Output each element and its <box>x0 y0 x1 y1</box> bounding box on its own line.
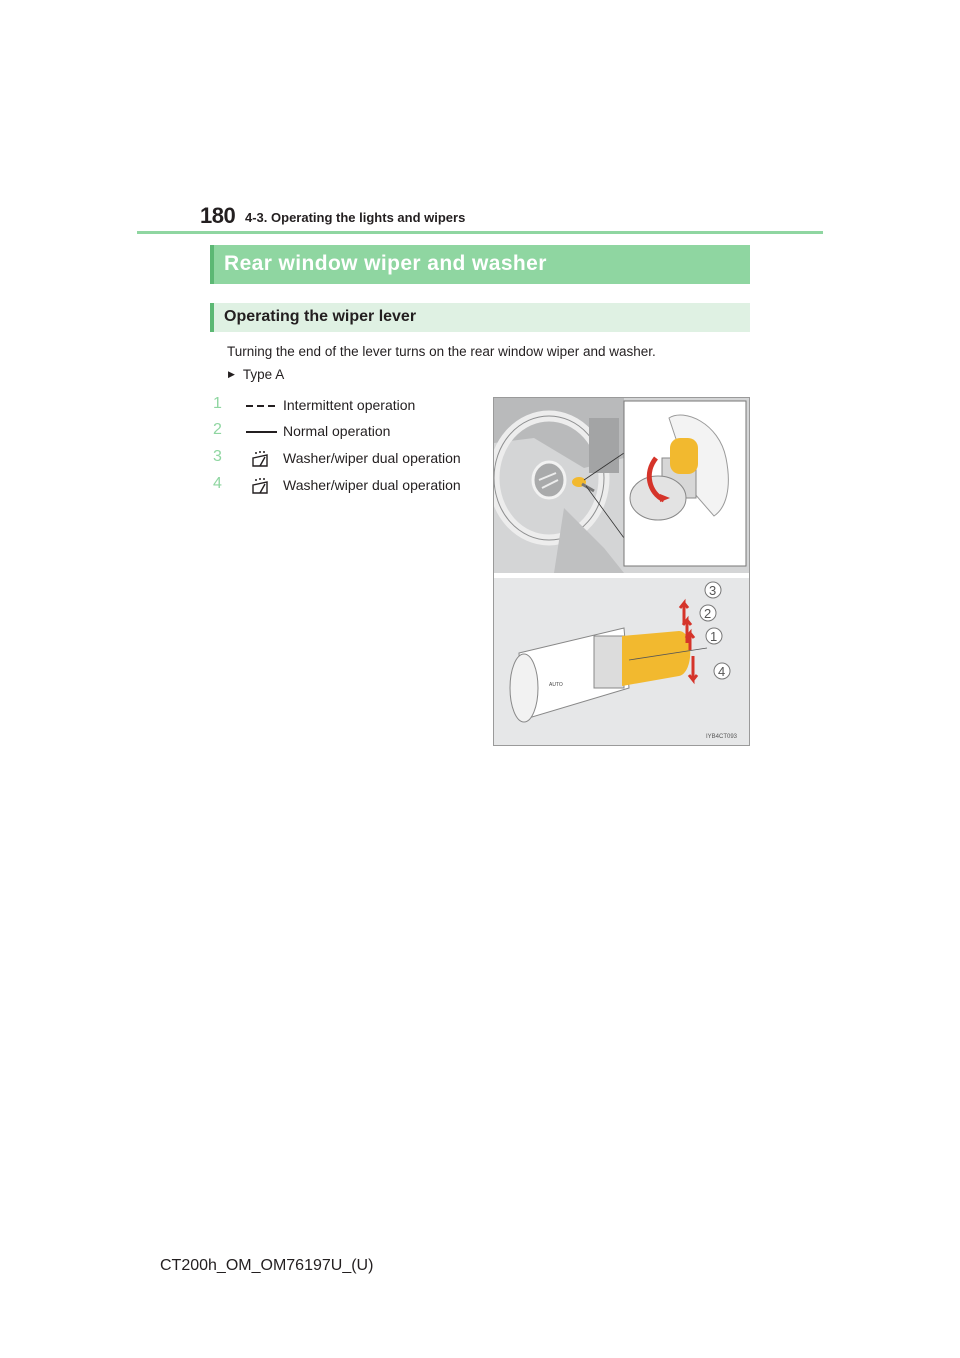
subtitle-bar <box>210 303 750 332</box>
dashed-line-icon <box>245 397 285 415</box>
callout-1: 1 <box>710 629 718 644</box>
item-number: 2 <box>213 421 222 438</box>
subtitle: Operating the wiper lever <box>224 308 417 325</box>
item-number: 4 <box>213 475 222 492</box>
page-number: 180 <box>200 203 236 228</box>
item-label: Washer/wiper dual operation <box>283 477 461 493</box>
item-number: 3 <box>213 448 222 465</box>
wiper-lever-figure <box>493 397 750 746</box>
list-item <box>213 395 493 419</box>
list-item <box>213 448 493 472</box>
wiper-lever-illustration <box>494 398 749 745</box>
title-bar <box>210 245 750 284</box>
callout-3: 3 <box>709 583 717 598</box>
item-label: Washer/wiper dual operation <box>283 450 461 466</box>
footer-code: CT200h_OM_OM76197U_(U) <box>160 1257 374 1274</box>
list-item <box>213 475 493 499</box>
washer-wiper-icon <box>245 477 285 495</box>
header-rule <box>137 231 823 234</box>
item-label: Intermittent operation <box>283 397 416 413</box>
callout-2: 2 <box>704 606 712 621</box>
washer-wiper-icon <box>245 450 285 468</box>
triangle-arrow-icon: ▶ <box>228 369 235 379</box>
page-title: Rear window wiper and washer <box>224 252 547 275</box>
item-label: Normal operation <box>283 423 391 439</box>
solid-line-icon <box>245 423 285 441</box>
type-label <box>228 367 284 382</box>
figure-code: IYB4CT093 <box>706 734 738 740</box>
type-label-text: Type A <box>242 367 285 382</box>
callout-4: 4 <box>718 664 726 679</box>
list-item <box>213 421 493 445</box>
item-number: 1 <box>213 395 222 412</box>
intro-text: Turning the end of the lever turns on the rear window wiper and washer. <box>227 344 656 359</box>
section-title: 4-3. Operating the lights and wipers <box>245 210 466 225</box>
lever-text: AUTO <box>549 682 563 688</box>
